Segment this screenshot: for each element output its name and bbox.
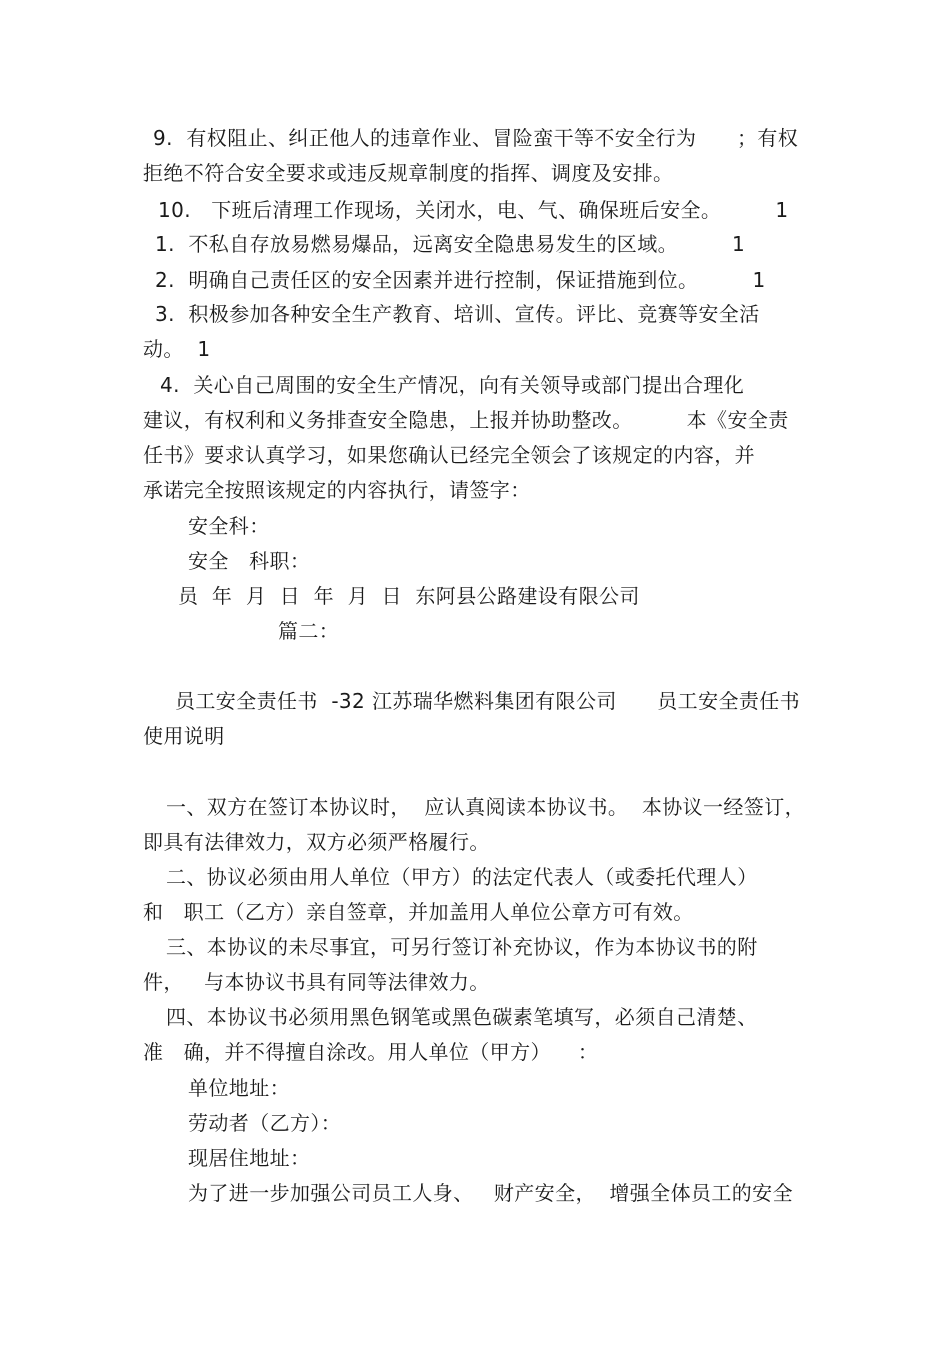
text-line: 2. 明确自己责任区的安全因素并进行控制，保证措施到位。 1: [155, 268, 766, 292]
text-line: 1. 不私自存放易燃易爆品，远离安全隐患易发生的区域。 1: [155, 232, 746, 256]
text-line: 和 职工（乙方）亲自签章，并加盖用人单位公章方可有效。: [143, 900, 694, 924]
text-line: 承诺完全按照该规定的内容执行，请签字：: [143, 478, 531, 502]
text-line: 一、双方在签订本协议时， 应认真阅读本协议书。 本协议一经签订，: [166, 795, 806, 819]
text-line: 10. 下班后清理工作现场，关闭水，电、气、确保班后安全。 1: [158, 198, 789, 222]
text-line: 3. 积极参加各种安全生产教育、培训、宣传。评比、竞赛等安全活: [155, 302, 760, 326]
text-line: 拒绝不符合安全要求或违反规章制度的指挥、调度及安排。: [143, 161, 674, 185]
text-line: 件， 与本协议书具有同等法律效力。: [143, 970, 490, 994]
text-line: 准 确，并不得擅自涂改。用人单位（甲方） ：: [143, 1040, 599, 1064]
text-line: 员 年 月 日 年 月 日 东阿县公路建设有限公司: [178, 584, 640, 608]
text-line: 建议，有权利和义务排查安全隐患，上报并协助整改。 本《安全责: [143, 408, 789, 432]
section-heading: 篇二：: [278, 619, 340, 643]
text-line: 即具有法律效力，双方必须严格履行。: [143, 830, 490, 854]
text-line: 员工安全责任书 -32 江苏瑞华燃料集团有限公司 员工安全责任书: [175, 689, 801, 713]
text-line: 三、本协议的未尽事宜，可另行签订补充协议，作为本协议书的附: [166, 935, 758, 959]
text-line: 劳动者（乙方）：: [188, 1111, 342, 1135]
text-line: 4. 关心自己周围的安全生产情况，向有关领导或部门提出合理化: [160, 373, 745, 397]
text-line: 安全科：: [188, 514, 270, 538]
text-line: 安全 科职：: [188, 549, 311, 573]
text-line: 9. 有权阻止、纠正他人的违章作业、冒险蛮干等不安全行为 ；有权: [153, 126, 799, 150]
text-line: 二、协议必须由用人单位（甲方）的法定代表人（或委托代理人）: [166, 865, 758, 889]
text-line: 单位地址：: [188, 1076, 290, 1100]
text-line: 动。 1: [143, 337, 211, 361]
text-line: 使用说明: [143, 724, 225, 748]
text-line: 四、本协议书必须用黑色钢笔或黑色碳素笔填写，必须自己清楚、: [166, 1005, 758, 1029]
text-line: 任书》要求认真学习，如果您确认已经完全领会了该规定的内容，并: [143, 443, 755, 467]
text-line: 为了进一步加强公司员工人身、 财产安全， 增强全体员工的安全: [188, 1181, 793, 1205]
text-line: 现居住地址：: [188, 1146, 311, 1170]
